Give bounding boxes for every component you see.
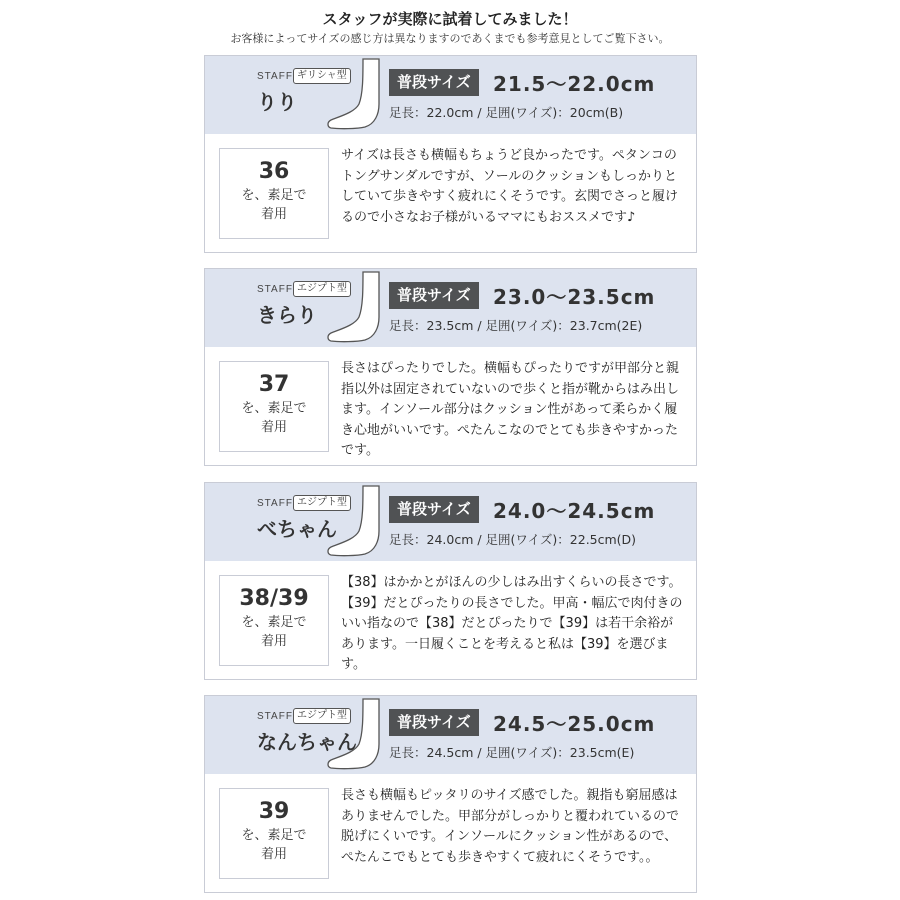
worn-size: 37 [258,372,290,397]
review-card-1 [204,55,697,253]
usual-size-range: 23.0～23.5cm [493,285,656,309]
review-comment: 長さはぴったりでした。横幅もぴったりですが甲部分と親指以外は固定されていないので歩くと指が靴からはみ出します。インソール部分はクッション性があって柔らかく履き心地がいいです。ぺたんこなのでとても歩きやすかったです。 [341,361,680,458]
review-comment: 長さも横幅もピッタリのサイズ感でした。親指も窮屈感はありませんでした。甲部分がしっかりと覆われているので脱げにくいです。インソールにクッション性があるので、ぺたんこでもとても歩きやすくて疲れにくそうです。。 [341,788,680,865]
card-header [205,483,696,561]
foot-icon [325,698,387,770]
card-header [205,696,696,774]
staff-name: なんちゃん [257,730,357,754]
usual-size-tag: 普段サイズ [389,69,479,96]
barefoot-note: を、素足で 着用 [241,401,307,435]
staff-name: りり [257,90,297,114]
review-comment: 【38】はかかとがほんの少しはみ出すくらいの長さです。【39】だとぴったりの長さでした。甲高・幅広で肉付きのいい指なので【38】だとぴったりで【39】は若干余裕があります。一日履くことを考えると私は【39】を選びます。 [341,575,683,672]
staff-name: きらり [257,303,317,327]
card-header [205,269,696,347]
worn-size-box [219,148,329,239]
usual-size-range: 24.0～24.5cm [493,499,656,523]
worn-size-box [219,575,329,666]
barefoot-note: を、素足で 着用 [241,828,307,862]
worn-size-box [219,788,329,879]
foot-measurements: 足長：23.5cm / 足囲(ワイズ)：23.7cm(2E) [389,318,643,333]
usual-size-range: 21.5～22.0cm [493,72,656,96]
review-comment: サイズは長さも横幅もちょうど良かったです。ペタンコのトングサンダルですが、ソールのクッションもしっかりとしていて歩きやすく疲れにくそうです。玄関でさっと履けるので小さなお子様がいるママにもおススメです♪ [341,148,678,225]
staff-label: STAFF [257,284,293,295]
staff-label: STAFF [257,711,293,722]
worn-size: 39 [258,799,290,824]
barefoot-note: を、素足で 着用 [241,615,307,649]
foot-type-badge: ギリシャ型 [293,68,351,84]
foot-measurements: 足長：22.0cm / 足囲(ワイズ)：20cm(B) [389,105,624,120]
usual-size-tag: 普段サイズ [389,282,479,309]
card-header [205,56,696,134]
foot-icon [325,58,387,130]
worn-size-box [219,361,329,452]
foot-type-badge: エジプト型 [293,708,351,724]
review-card-2 [204,268,697,466]
usual-size-tag: 普段サイズ [389,709,479,736]
foot-type-badge: エジプト型 [293,495,351,511]
foot-icon [325,485,387,557]
worn-size: 36 [258,159,290,184]
review-card-3 [204,482,697,680]
foot-measurements: 足長：24.5cm / 足囲(ワイズ)：23.5cm(E) [389,745,635,760]
worn-size: 38/39 [239,586,309,611]
staff-name: べちゃん [257,517,337,541]
usual-size-tag: 普段サイズ [389,496,479,523]
page-title: スタッフが実際に試着してみました！ [322,10,578,28]
foot-type-badge: エジプト型 [293,281,351,297]
staff-label: STAFF [257,71,293,82]
review-card-4 [204,695,697,893]
foot-measurements: 足長：24.0cm / 足囲(ワイズ)：22.5cm(D) [389,532,637,547]
page-subtitle: お客様によってサイズの感じ方は異なりますのであくまでも参考意見としてご覧下さい。 [230,32,670,45]
foot-icon [325,271,387,343]
barefoot-note: を、素足で 着用 [241,188,307,222]
staff-label: STAFF [257,498,293,509]
usual-size-range: 24.5～25.0cm [493,712,656,736]
